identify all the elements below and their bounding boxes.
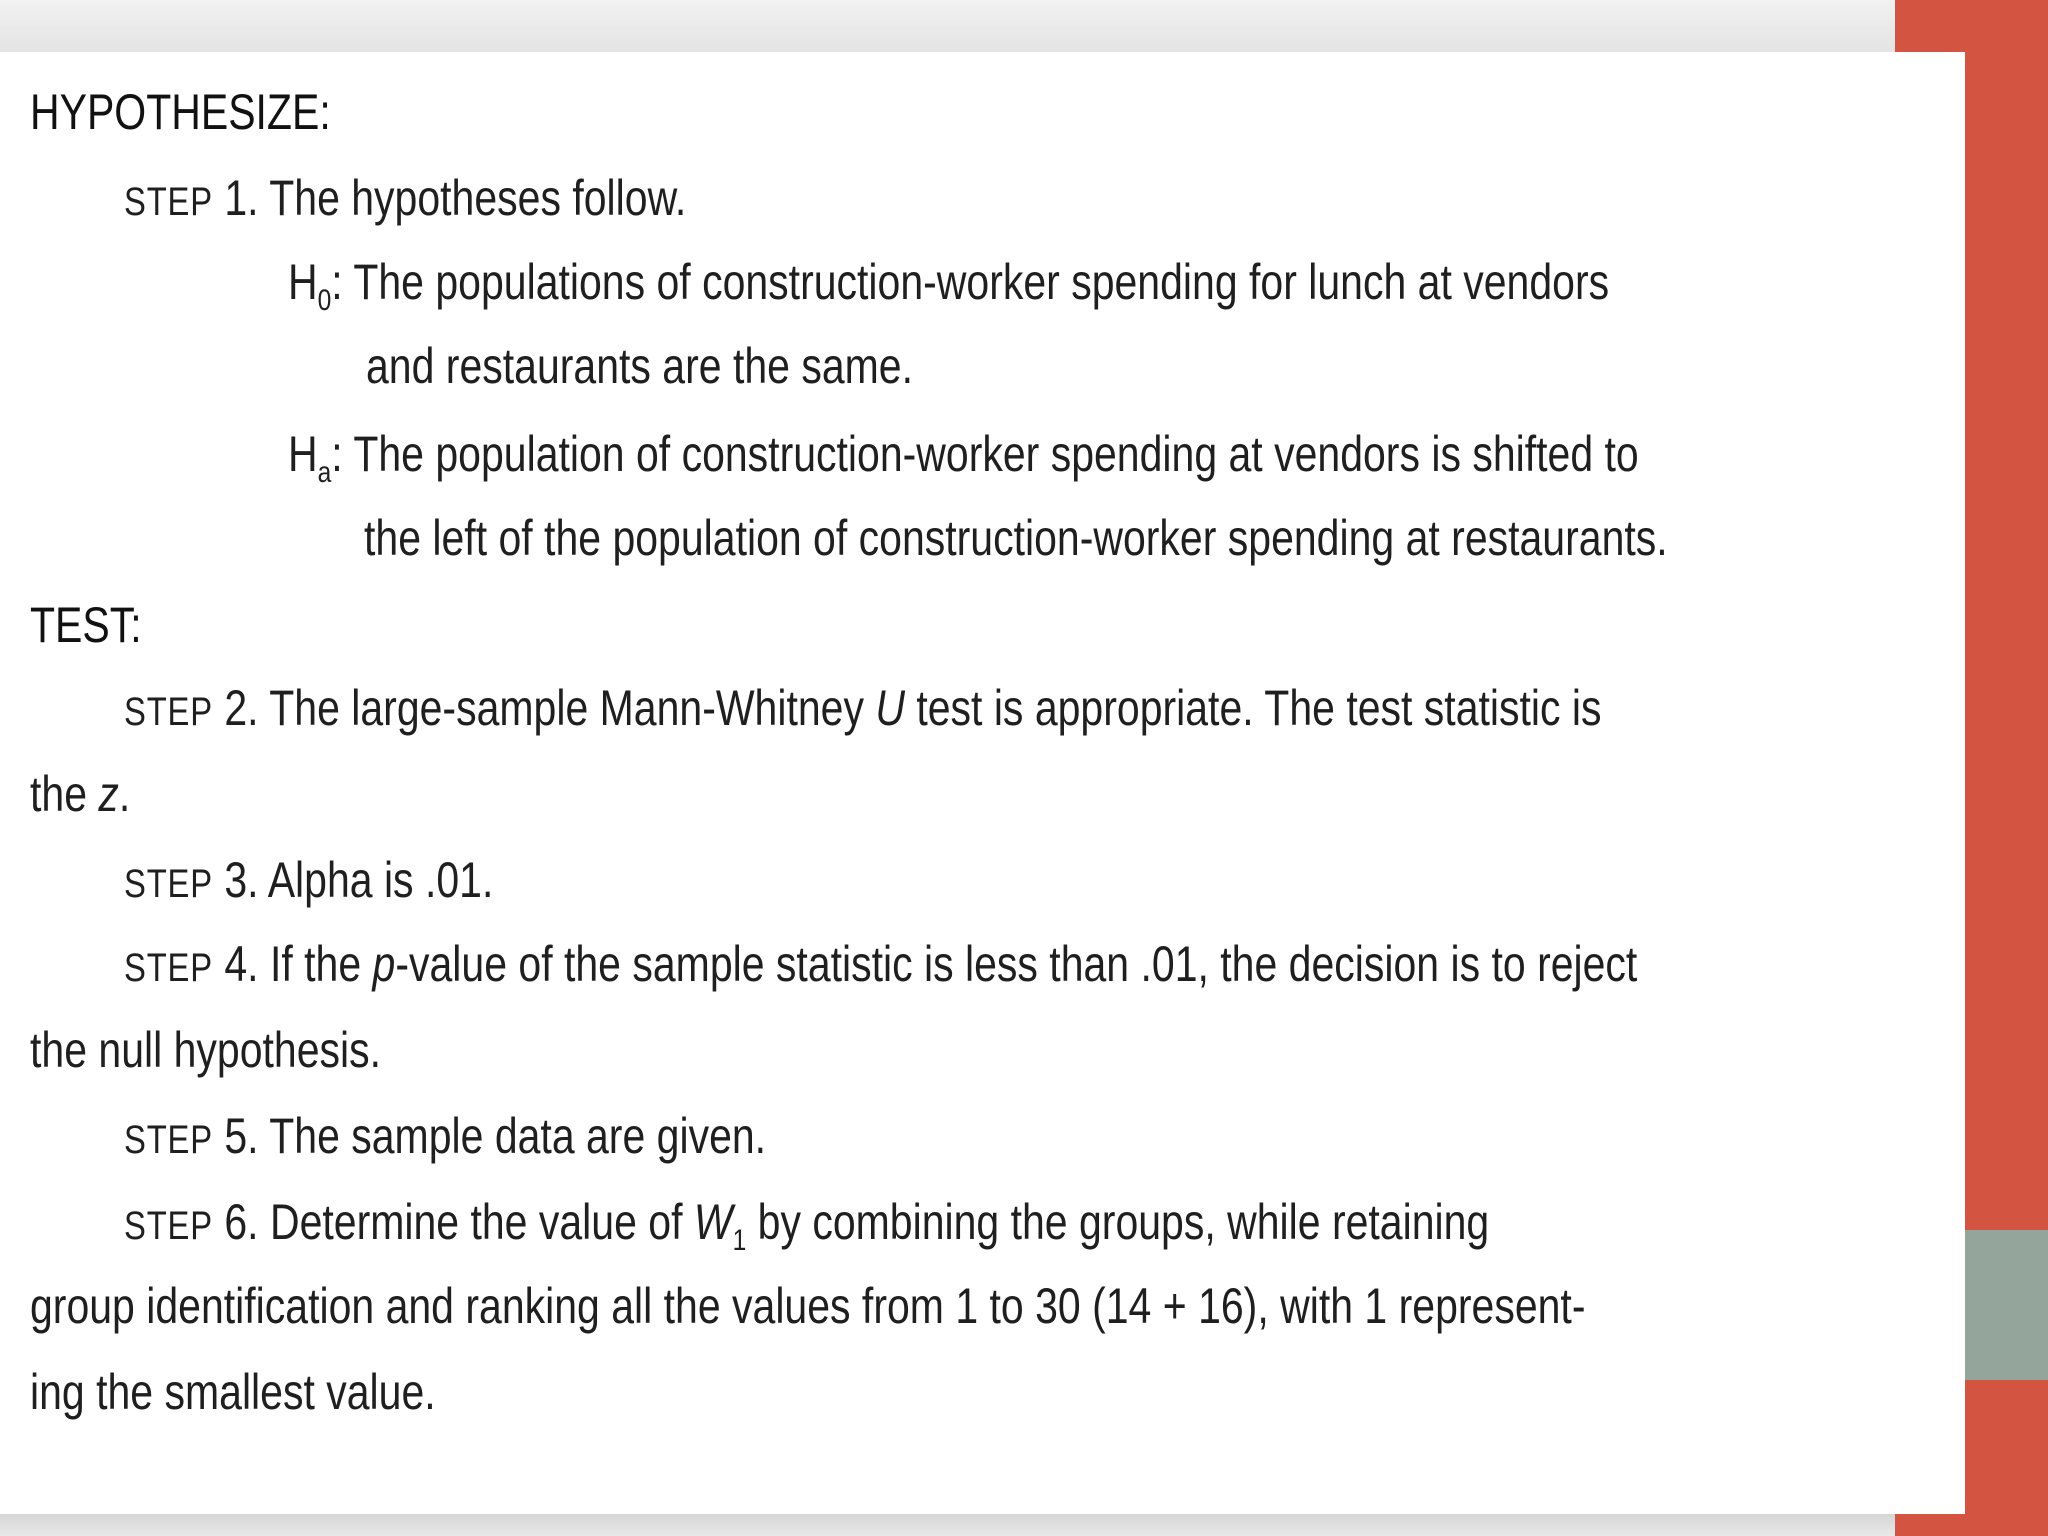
step-word: STEP (124, 1204, 213, 1248)
h0-subscript: 0 (317, 284, 332, 317)
hypothesize-heading: HYPOTHESIZE: (30, 84, 331, 140)
test-heading: TEST: (30, 597, 142, 653)
step-4-continuation: the null hypothesis. (30, 1022, 382, 1078)
step-2-number: 2. (224, 680, 259, 736)
top-band (0, 0, 1895, 52)
h0-letter: H (288, 254, 318, 310)
h0-text-1: : The populations of construction-worker spending for lunch at vendors (331, 254, 1610, 310)
step-6-line (124, 1192, 1489, 1256)
ha-subscript: a (317, 456, 332, 489)
step-4-number: 4. (224, 936, 259, 992)
step-2-italic-u: U (875, 680, 905, 736)
slide-content (0, 52, 1965, 1514)
step-4-text-b: -value of the sample statistic is less than .01, the decision is to reject (395, 936, 1638, 992)
step-1-line (124, 168, 686, 232)
ha-text-1: : The population of construction-worker spending at vendors is shifted to (331, 426, 1639, 482)
step-4-italic-p: p (372, 936, 396, 992)
step-2-cont-b: . (118, 766, 131, 822)
step-3-number: 3. (224, 852, 259, 908)
h0-line-2: and restaurants are the same. (366, 338, 913, 394)
step-4-text-a: If the (269, 936, 373, 992)
step-6-line-2: group identification and ranking all the values from 1 to 30 (14 + 16), with 1 represent- (30, 1278, 1586, 1334)
step-6-line-3: ing the smallest value. (30, 1364, 436, 1420)
step-2-continuation (30, 764, 130, 824)
step-6-text-a: Determine the value of (269, 1194, 694, 1250)
step-6-italic-w: W (693, 1194, 733, 1250)
step-1-text: The hypotheses follow. (269, 170, 687, 226)
step-word: STEP (124, 862, 213, 906)
step-1-number: 1. (224, 170, 259, 226)
step-word: STEP (124, 690, 213, 734)
step-word: STEP (124, 180, 213, 224)
ha-line-1 (288, 424, 1639, 489)
step-word: STEP (124, 946, 213, 990)
ha-line-2: the left of the population of construction-worker spending at restaurants. (364, 510, 1668, 566)
step-6-number: 6. (224, 1194, 259, 1250)
step-2-cont-a: the (30, 766, 99, 822)
step-4-line (124, 934, 1637, 998)
step-2-italic-z: z (98, 766, 119, 822)
step-5-line (124, 1106, 766, 1170)
ha-letter: H (288, 426, 318, 482)
h0-line-1 (288, 252, 1610, 317)
step-word: STEP (124, 1118, 213, 1162)
step-2-line (124, 678, 1602, 742)
step-6-w-subscript: 1 (732, 1224, 747, 1257)
step-2-text-a: The large-sample Mann-Whitney (269, 680, 876, 736)
bottom-band (0, 1514, 1895, 1536)
step-3-line (124, 850, 493, 914)
step-5-number: 5. (224, 1108, 259, 1164)
step-6-text-b: by combining the groups, while retaining (746, 1194, 1490, 1250)
step-5-text: The sample data are given. (269, 1108, 767, 1164)
step-3-text: Alpha is .01. (267, 852, 494, 908)
step-2-text-b: test is appropriate. The test statistic is (904, 680, 1602, 736)
